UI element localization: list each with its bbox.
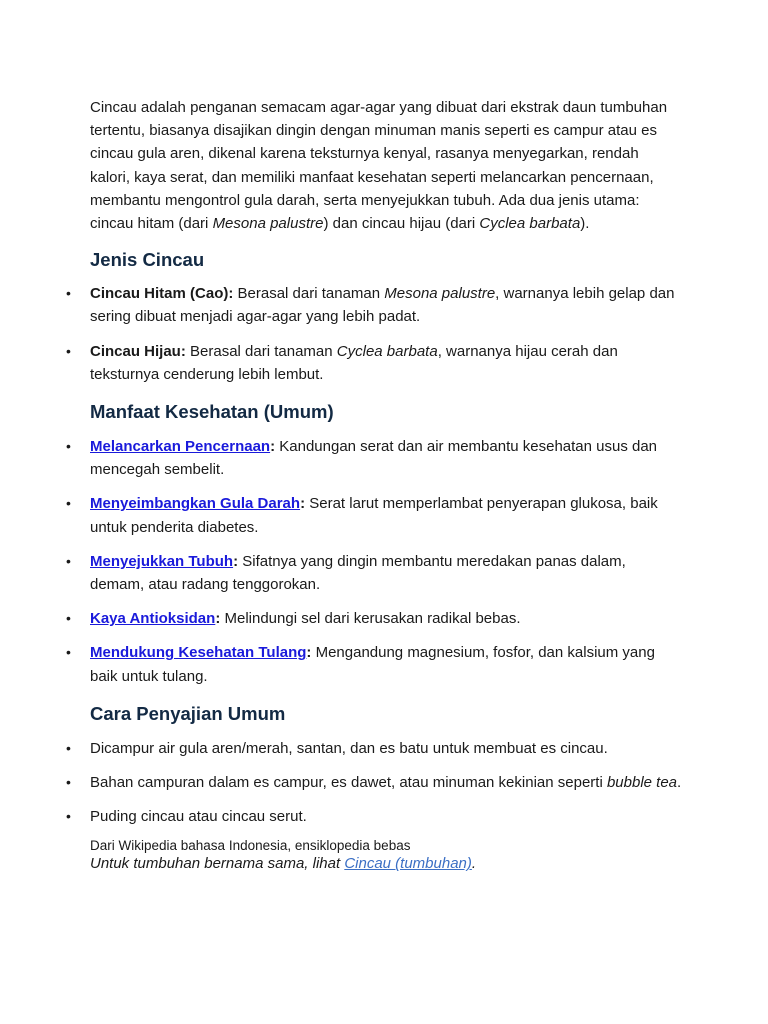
item-text: Mengandung magnesium, fosfor, dan kalsium yang baik untuk tulang.	[90, 644, 655, 685]
heading-cara-penyajian: Cara Penyajian Umum	[90, 702, 286, 724]
intro-paragraph	[90, 96, 682, 235]
item-text: Kandungan serat dan air membantu kesehatan usus dan mencegah sembelit.	[90, 438, 658, 479]
article-body	[66, 96, 682, 873]
intro-species-1: Mesona palustre	[212, 215, 324, 233]
item-text: Sifatnya yang dingin membantu meredakan panas dalam, demam, atau radang tenggorokan.	[90, 552, 626, 594]
item-colon: :	[270, 438, 276, 456]
link-menyeimbangkan-gula-darah[interactable]: Menyeimbangkan Gula Darah	[90, 495, 301, 513]
list-item	[66, 771, 682, 794]
heading-manfaat-kesehatan: Manfaat Kesehatan (Umum)	[90, 401, 334, 423]
item-text: Berasal dari tanaman	[233, 285, 385, 303]
bullet-icon: •	[66, 808, 71, 825]
list-item	[66, 435, 682, 481]
item-text: Melindungi sel dari kerusakan radikal bebas.	[220, 610, 521, 628]
item-colon: :	[215, 610, 221, 628]
intro-text-2: ) dan cincau hijau (dari	[323, 215, 480, 233]
list-item	[66, 492, 682, 538]
list-item	[66, 805, 682, 828]
item-colon: :	[300, 495, 306, 513]
disambiguation-note	[90, 854, 682, 873]
link-cincau-tumbuhan[interactable]: Cincau (tumbuhan)	[344, 855, 472, 873]
item-species: Cyclea barbata	[336, 342, 438, 360]
item-text: Berasal dari tanaman	[185, 342, 337, 360]
item-species: Mesona palustre	[384, 285, 496, 303]
list-item	[66, 737, 682, 760]
bullet-icon: •	[66, 610, 71, 627]
item-text: , warnanya hijau cerah dan teksturnya cenderung lebih lembut.	[90, 342, 618, 383]
list-item	[66, 340, 682, 386]
list-item	[66, 641, 682, 687]
intro-text-3: ).	[580, 215, 590, 233]
bullet-icon: •	[66, 495, 71, 512]
intro-species-2: Cyclea barbata	[479, 215, 581, 233]
bullet-icon: •	[66, 552, 71, 569]
link-mendukung-kesehatan-tulang[interactable]: Mendukung Kesehatan Tulang	[90, 644, 307, 662]
heading-jenis-cincau: Jenis Cincau	[90, 249, 205, 271]
item-text: , warnanya lebih gelap dan sering dibuat menjadi agar-agar yang lebih padat.	[90, 285, 675, 326]
note-text: Untuk tumbuhan bernama sama, lihat	[90, 855, 345, 873]
wikipedia-source-line: Dari Wikipedia bahasa Indonesia, ensiklopedia bebas	[90, 838, 411, 854]
bullet-icon: •	[66, 342, 71, 359]
bullet-icon: •	[66, 739, 71, 756]
list-item	[66, 282, 682, 328]
item-text: Dicampur air gula aren/merah, santan, dan es batu untuk membuat es cincau.	[90, 739, 608, 757]
link-menyejukkan-tubuh[interactable]: Menyejukkan Tubuh	[90, 552, 234, 570]
bullet-icon: •	[66, 285, 71, 302]
item-italic-term: bubble tea	[606, 774, 678, 792]
jenis-list	[66, 282, 682, 386]
item-label: Cincau Hijau:	[90, 342, 186, 360]
item-text: Bahan campuran dalam es campur, es dawet, atau minuman kekinian seperti	[90, 774, 607, 792]
bullet-icon: •	[66, 438, 71, 455]
item-text: Puding cincau atau cincau serut.	[90, 808, 307, 826]
cara-list	[66, 737, 682, 829]
link-kaya-antioksidan[interactable]: Kaya Antioksidan	[90, 610, 216, 628]
manfaat-list	[66, 435, 682, 688]
intro-text-1: Cincau adalah penganan semacam agar-agar yang dibuat dari ekstrak daun tumbuhan tertentu, biasanya disajikan dingin dengan minuman manis seperti es campur atau es cincau gula aren, dikenal karena teksturnya kenyal, rasanya menyegarkan, rendah kalori, kaya serat, dan memiliki manfaat kesehatan seperti melancarkan pencernaan, membantu mengontrol gula darah, serta menyejukkan tubuh. Ada dua jenis utama: cincau hitam (dari	[90, 99, 668, 233]
list-item	[66, 550, 682, 596]
link-melancarkan-pencernaan[interactable]: Melancarkan Pencernaan	[90, 438, 271, 456]
list-item	[66, 607, 682, 630]
item-label: Cincau Hitam (Cao):	[90, 285, 234, 303]
note-text: .	[471, 855, 477, 873]
item-text: Serat larut memperlambat penyerapan glukosa, baik untuk penderita diabetes.	[90, 495, 658, 536]
item-colon: :	[306, 644, 312, 662]
bullet-icon: •	[66, 644, 71, 661]
item-text: .	[677, 774, 682, 792]
bullet-icon: •	[66, 774, 71, 791]
item-colon: :	[233, 552, 239, 570]
